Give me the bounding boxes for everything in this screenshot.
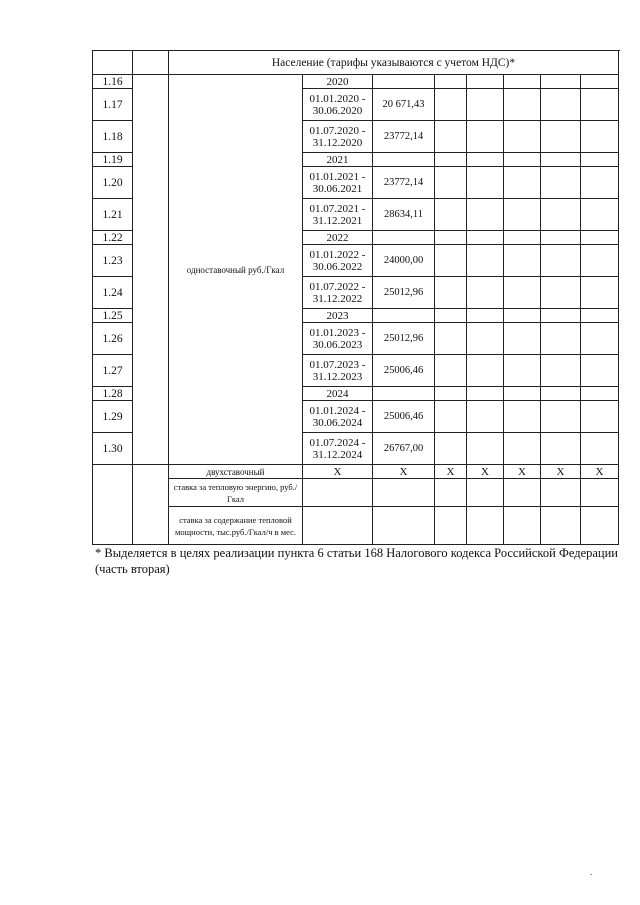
empty-cell	[541, 387, 581, 401]
period: 01.07.2020 - 31.12.2020	[303, 121, 373, 153]
empty-cell	[467, 479, 504, 507]
empty-cell	[541, 479, 581, 507]
empty-cell	[581, 401, 619, 433]
energy-rate-label: ставка за тепловую энергию, руб./Гкал	[169, 479, 303, 507]
empty-cell	[467, 309, 504, 323]
empty-cell	[541, 507, 581, 545]
empty-cell	[504, 121, 541, 153]
empty-cell	[504, 245, 541, 277]
row-number: 1.25	[93, 309, 133, 323]
empty-cell	[467, 89, 504, 121]
two-part-label: двухставочный	[169, 465, 303, 479]
empty-cell	[581, 121, 619, 153]
empty-cell	[435, 277, 467, 309]
period: 01.07.2023 - 31.12.2023	[303, 355, 373, 387]
empty-cell	[93, 465, 133, 545]
na-mark: Х	[435, 465, 467, 479]
empty-cell	[435, 121, 467, 153]
tariff-value: 23772,14	[373, 167, 435, 199]
empty-cell	[435, 231, 467, 245]
empty-cell	[541, 277, 581, 309]
period: 2022	[303, 231, 373, 245]
empty-cell	[435, 89, 467, 121]
empty-cell	[504, 231, 541, 245]
empty-cell	[467, 387, 504, 401]
empty-cell	[541, 355, 581, 387]
empty-cell	[541, 433, 581, 465]
empty-cell	[435, 355, 467, 387]
tariff-value	[373, 231, 435, 245]
row-number: 1.28	[93, 387, 133, 401]
period: 2020	[303, 75, 373, 89]
na-mark: Х	[467, 465, 504, 479]
blank-column	[133, 75, 169, 465]
period: 01.01.2020 - 30.06.2020	[303, 89, 373, 121]
empty-cell	[504, 355, 541, 387]
empty-cell	[303, 507, 373, 545]
row-number: 1.18	[93, 121, 133, 153]
empty-cell	[581, 507, 619, 545]
empty-cell	[504, 153, 541, 167]
empty-cell	[581, 245, 619, 277]
empty-cell	[504, 167, 541, 199]
na-mark: Х	[504, 465, 541, 479]
empty-cell	[435, 433, 467, 465]
empty-cell	[467, 401, 504, 433]
tariff-value	[373, 387, 435, 401]
tariff-value: 23772,14	[373, 121, 435, 153]
empty-cell	[435, 401, 467, 433]
row-number: 1.23	[93, 245, 133, 277]
tariff-value	[373, 75, 435, 89]
na-mark: Х	[373, 465, 435, 479]
period: 01.01.2024 - 30.06.2024	[303, 401, 373, 433]
empty-cell	[435, 199, 467, 231]
empty-cell	[504, 387, 541, 401]
empty-cell	[467, 121, 504, 153]
period: 01.01.2021 - 30.06.2021	[303, 167, 373, 199]
empty-cell	[467, 75, 504, 89]
empty-cell	[435, 387, 467, 401]
empty-cell	[435, 309, 467, 323]
tariff-value: 28634,11	[373, 199, 435, 231]
tariff-value: 20 671,43	[373, 89, 435, 121]
na-mark: Х	[303, 465, 373, 479]
table-row	[93, 465, 619, 479]
empty-cell	[504, 401, 541, 433]
row-number: 1.19	[93, 153, 133, 167]
tariff-type-label: одноставочный руб./Гкал	[169, 75, 303, 465]
blank-column	[133, 465, 169, 545]
empty-cell	[541, 89, 581, 121]
page-mark	[590, 874, 592, 875]
empty-cell	[581, 479, 619, 507]
empty-cell	[373, 507, 435, 545]
empty-cell	[541, 167, 581, 199]
empty-cell	[467, 231, 504, 245]
tariff-value: 25006,46	[373, 401, 435, 433]
row-number: 1.20	[93, 167, 133, 199]
tariff-value: 25012,96	[373, 323, 435, 355]
empty-cell	[541, 153, 581, 167]
empty-cell	[581, 355, 619, 387]
empty-cell	[435, 153, 467, 167]
table-row	[93, 507, 619, 545]
empty-cell	[373, 479, 435, 507]
tariff-value: 24000,00	[373, 245, 435, 277]
empty-cell	[467, 199, 504, 231]
empty-cell	[581, 387, 619, 401]
row-number: 1.16	[93, 75, 133, 89]
na-mark: Х	[541, 465, 581, 479]
empty-cell	[581, 323, 619, 355]
empty-cell	[541, 323, 581, 355]
empty-cell	[541, 199, 581, 231]
empty-cell	[581, 309, 619, 323]
period: 01.07.2022 - 31.12.2022	[303, 277, 373, 309]
empty-cell	[504, 479, 541, 507]
empty-cell	[581, 167, 619, 199]
empty-cell	[504, 507, 541, 545]
empty-cell	[541, 121, 581, 153]
empty-cell	[467, 507, 504, 545]
tariff-value: 25006,46	[373, 355, 435, 387]
empty-cell	[435, 479, 467, 507]
period: 01.01.2023 - 30.06.2023	[303, 323, 373, 355]
row-number: 1.22	[93, 231, 133, 245]
tariff-value: 25012,96	[373, 277, 435, 309]
empty-cell	[504, 199, 541, 231]
empty-cell	[435, 323, 467, 355]
empty-cell	[541, 401, 581, 433]
tariff-value	[373, 153, 435, 167]
period: 01.07.2024 - 31.12.2024	[303, 433, 373, 465]
row-number: 1.29	[93, 401, 133, 433]
period: 2024	[303, 387, 373, 401]
footnote: * Выделяется в целях реализации пункта 6 статьи 168 Налогового кодекса Российской Федерации (часть вторая)	[95, 546, 618, 576]
empty-cell	[504, 277, 541, 309]
row-number: 1.17	[93, 89, 133, 121]
empty-cell	[467, 167, 504, 199]
empty-cell	[467, 245, 504, 277]
empty-cell	[504, 433, 541, 465]
empty-cell	[581, 433, 619, 465]
tariff-table	[92, 50, 619, 545]
empty-cell	[581, 199, 619, 231]
table-row	[93, 479, 619, 507]
empty-cell	[581, 89, 619, 121]
empty-cell	[581, 75, 619, 89]
empty-cell	[541, 309, 581, 323]
empty-cell	[581, 231, 619, 245]
empty-cell	[581, 153, 619, 167]
row-number: 1.26	[93, 323, 133, 355]
period: 2021	[303, 153, 373, 167]
empty-cell	[504, 323, 541, 355]
empty-cell	[541, 75, 581, 89]
header-row	[93, 51, 619, 75]
empty-cell	[467, 153, 504, 167]
empty-cell	[435, 507, 467, 545]
table-header: Население (тарифы указываются с учетом НДС)*	[169, 51, 619, 75]
row-number: 1.30	[93, 433, 133, 465]
empty-cell	[541, 245, 581, 277]
empty-cell	[504, 89, 541, 121]
row-number: 1.27	[93, 355, 133, 387]
tariff-value: 26767,00	[373, 433, 435, 465]
capacity-rate-label: ставка за содержание тепловой мощности, тыс.руб./Гкал/ч в мес.	[169, 507, 303, 545]
empty-cell	[467, 323, 504, 355]
empty-cell	[504, 75, 541, 89]
table-row	[93, 75, 619, 89]
empty-cell	[435, 75, 467, 89]
empty-cell	[541, 231, 581, 245]
empty-cell	[435, 167, 467, 199]
period: 01.07.2021 - 31.12.2021	[303, 199, 373, 231]
period: 2023	[303, 309, 373, 323]
na-mark: Х	[581, 465, 619, 479]
empty-cell	[467, 433, 504, 465]
tariff-value	[373, 309, 435, 323]
row-number: 1.24	[93, 277, 133, 309]
period: 01.01.2022 - 30.06.2022	[303, 245, 373, 277]
empty-cell	[467, 355, 504, 387]
empty-cell	[504, 309, 541, 323]
empty-cell	[435, 245, 467, 277]
empty-cell	[467, 277, 504, 309]
row-number: 1.21	[93, 199, 133, 231]
empty-cell	[303, 479, 373, 507]
empty-cell	[581, 277, 619, 309]
